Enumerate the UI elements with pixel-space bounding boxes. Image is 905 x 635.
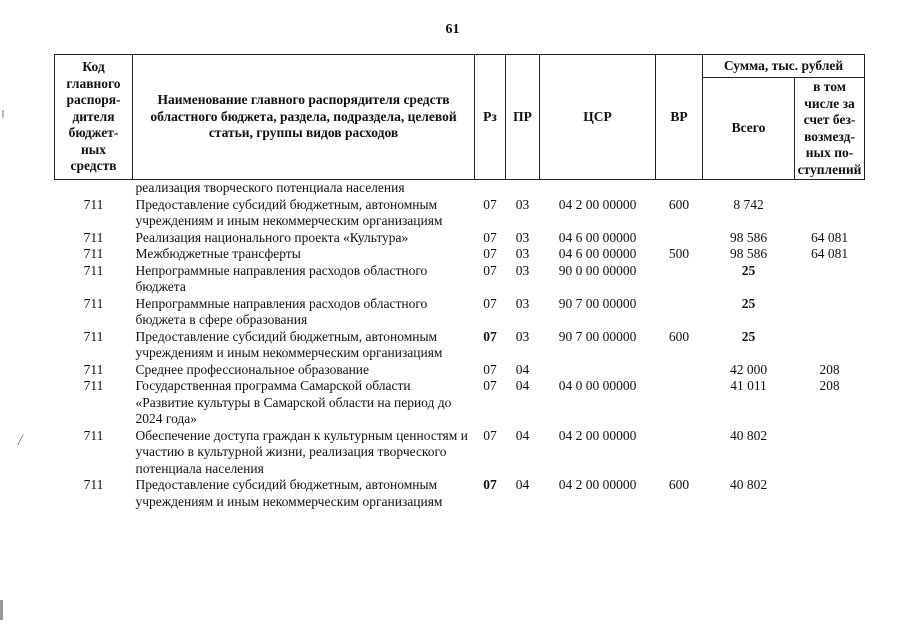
cell-code: 711	[83, 477, 104, 492]
cell-vr	[656, 263, 703, 296]
cell-csr: 04 6 00 00000	[558, 246, 637, 261]
cell-rz: 07	[483, 196, 497, 212]
cell-csr: 90 0 00 00000	[558, 262, 637, 278]
table-row	[55, 378, 865, 428]
cell-pr: 03	[515, 229, 530, 245]
cell-code: 711	[83, 295, 104, 311]
table-row	[55, 362, 865, 379]
cell-free	[795, 197, 865, 230]
cell-name: Непрограммные направления расходов областного бюджета в сфере образования	[135, 295, 428, 327]
cell-csr: 04 2 00 00000	[558, 196, 637, 212]
cell-rz: 07	[483, 427, 497, 443]
cell-free	[795, 477, 865, 510]
scan-mark: /	[18, 432, 23, 449]
cell-total: 42 000	[729, 361, 768, 377]
cell-rz: 07	[483, 229, 497, 245]
header-pr: ПР	[506, 55, 540, 180]
cell-csr	[540, 362, 656, 379]
table-row	[55, 428, 865, 478]
cell-pr: 03	[515, 262, 530, 278]
cell-free	[795, 428, 865, 478]
cell-code: 711	[83, 328, 104, 344]
cell-pr: 03	[515, 246, 530, 261]
cell-pr: 04	[515, 378, 530, 393]
header-csr: ЦСР	[540, 55, 656, 180]
cell-vr	[656, 296, 703, 329]
cell-name: Среднее профессиональное образование	[135, 361, 370, 377]
cell-rz: 07	[483, 361, 497, 377]
cell-csr: 04 2 00 00000	[558, 427, 637, 443]
table-row	[55, 477, 865, 510]
table-row	[55, 329, 865, 362]
cell-vr	[656, 428, 703, 478]
table-row	[55, 197, 865, 230]
table-row	[55, 263, 865, 296]
cell-csr: 90 7 00 00000	[558, 328, 637, 344]
cell-free	[795, 329, 865, 362]
cell-pr: 04	[515, 477, 530, 492]
cell-name: Обеспечение доступа граждан к культурным ценностям и участию в культурной жизни, реализация творческого потенциала населения	[135, 427, 468, 476]
header-rz: Рз	[475, 55, 506, 180]
continuation-text: реализация творческого потенциала населения	[135, 180, 405, 195]
table-row	[55, 296, 865, 329]
cell-vr: 600	[668, 328, 690, 344]
cell-csr: 90 7 00 00000	[558, 295, 637, 311]
cell-pr: 04	[515, 361, 530, 377]
cell-total: 25	[741, 262, 756, 278]
cell-free	[795, 263, 865, 296]
cell-name: Непрограммные направления расходов областного бюджета	[135, 262, 428, 294]
header-sum: Сумма, тыс. рублей	[703, 55, 865, 78]
cell-vr	[656, 362, 703, 379]
cell-name: Межбюджетные трансферты	[135, 246, 301, 261]
cell-csr: 04 6 00 00000	[558, 229, 637, 245]
cell-name: Предоставление субсидий бюджетным, автономным учреждениям и иным некоммерческим организациям	[135, 328, 443, 360]
cell-rz: 07	[483, 477, 497, 492]
header-free: в том числе за счет без-возмезд-ных по-ступлений	[795, 78, 865, 180]
cell-code: 711	[83, 427, 104, 443]
header-vr: ВР	[656, 55, 703, 180]
cell-csr: 04 0 00 00000	[558, 378, 637, 393]
cell-rz: 07	[483, 378, 497, 393]
header-code: Код главного распоря-дителя бюджет-ных средств	[55, 55, 133, 180]
cell-csr: 04 2 00 00000	[558, 477, 637, 492]
header-total: Всего	[703, 78, 795, 180]
cell-name: Предоставление субсидий бюджетным, автономным учреждениям и иным некоммерческим организациям	[135, 196, 443, 228]
page-number: 61	[445, 22, 460, 37]
scan-mark	[0, 600, 3, 620]
cell-total: 40 802	[729, 477, 768, 492]
cell-free: 64 081	[810, 246, 849, 261]
cell-pr: 03	[515, 295, 530, 311]
cell-vr: 500	[668, 246, 690, 261]
cell-free: 208	[819, 378, 840, 393]
cell-free: 208	[819, 361, 840, 377]
cell-total: 41 011	[730, 378, 767, 393]
cell-code: 711	[83, 262, 104, 278]
cell-total: 25	[741, 328, 756, 344]
cell-rz: 07	[483, 328, 497, 344]
table-row	[55, 246, 865, 263]
cell-code: 711	[83, 229, 104, 245]
cell-total: 25	[741, 295, 756, 311]
cell-pr: 03	[515, 196, 530, 212]
cell-total: 40 802	[729, 427, 768, 443]
cell-code: 711	[83, 378, 104, 393]
cell-rz: 07	[483, 262, 497, 278]
header-name: Наименование главного распорядителя средств областного бюджета, раздела, подраздела, целевой статьи, группы видов расходов	[133, 55, 475, 180]
scan-mark	[2, 110, 4, 118]
cell-code: 711	[83, 361, 104, 377]
cell-code: 711	[83, 196, 104, 212]
cell-rz: 07	[483, 295, 497, 311]
cell-free: 64 081	[810, 229, 849, 245]
cell-name: Государственная программа Самарской области «Развитие культуры в Самарской области на период до 2024 года»	[135, 378, 452, 426]
cell-total: 98 586	[729, 229, 768, 245]
cell-vr	[656, 378, 703, 428]
cell-vr: 600	[668, 477, 690, 492]
cell-rz: 07	[483, 246, 497, 261]
cell-name: Реализация национального проекта «Культура»	[135, 229, 409, 245]
cell-code: 711	[83, 246, 104, 261]
cell-vr: 600	[668, 196, 690, 212]
budget-table	[54, 54, 865, 510]
cell-pr: 04	[515, 427, 530, 443]
cell-vr	[656, 230, 703, 247]
cell-pr: 03	[515, 328, 530, 344]
cell-name: Предоставление субсидий бюджетным, автономным учреждениям и иным некоммерческим организациям	[135, 477, 443, 509]
table-row	[55, 230, 865, 247]
cell-total: 8 742	[733, 196, 764, 212]
cell-free	[795, 296, 865, 329]
cell-total: 98 586	[729, 246, 768, 261]
